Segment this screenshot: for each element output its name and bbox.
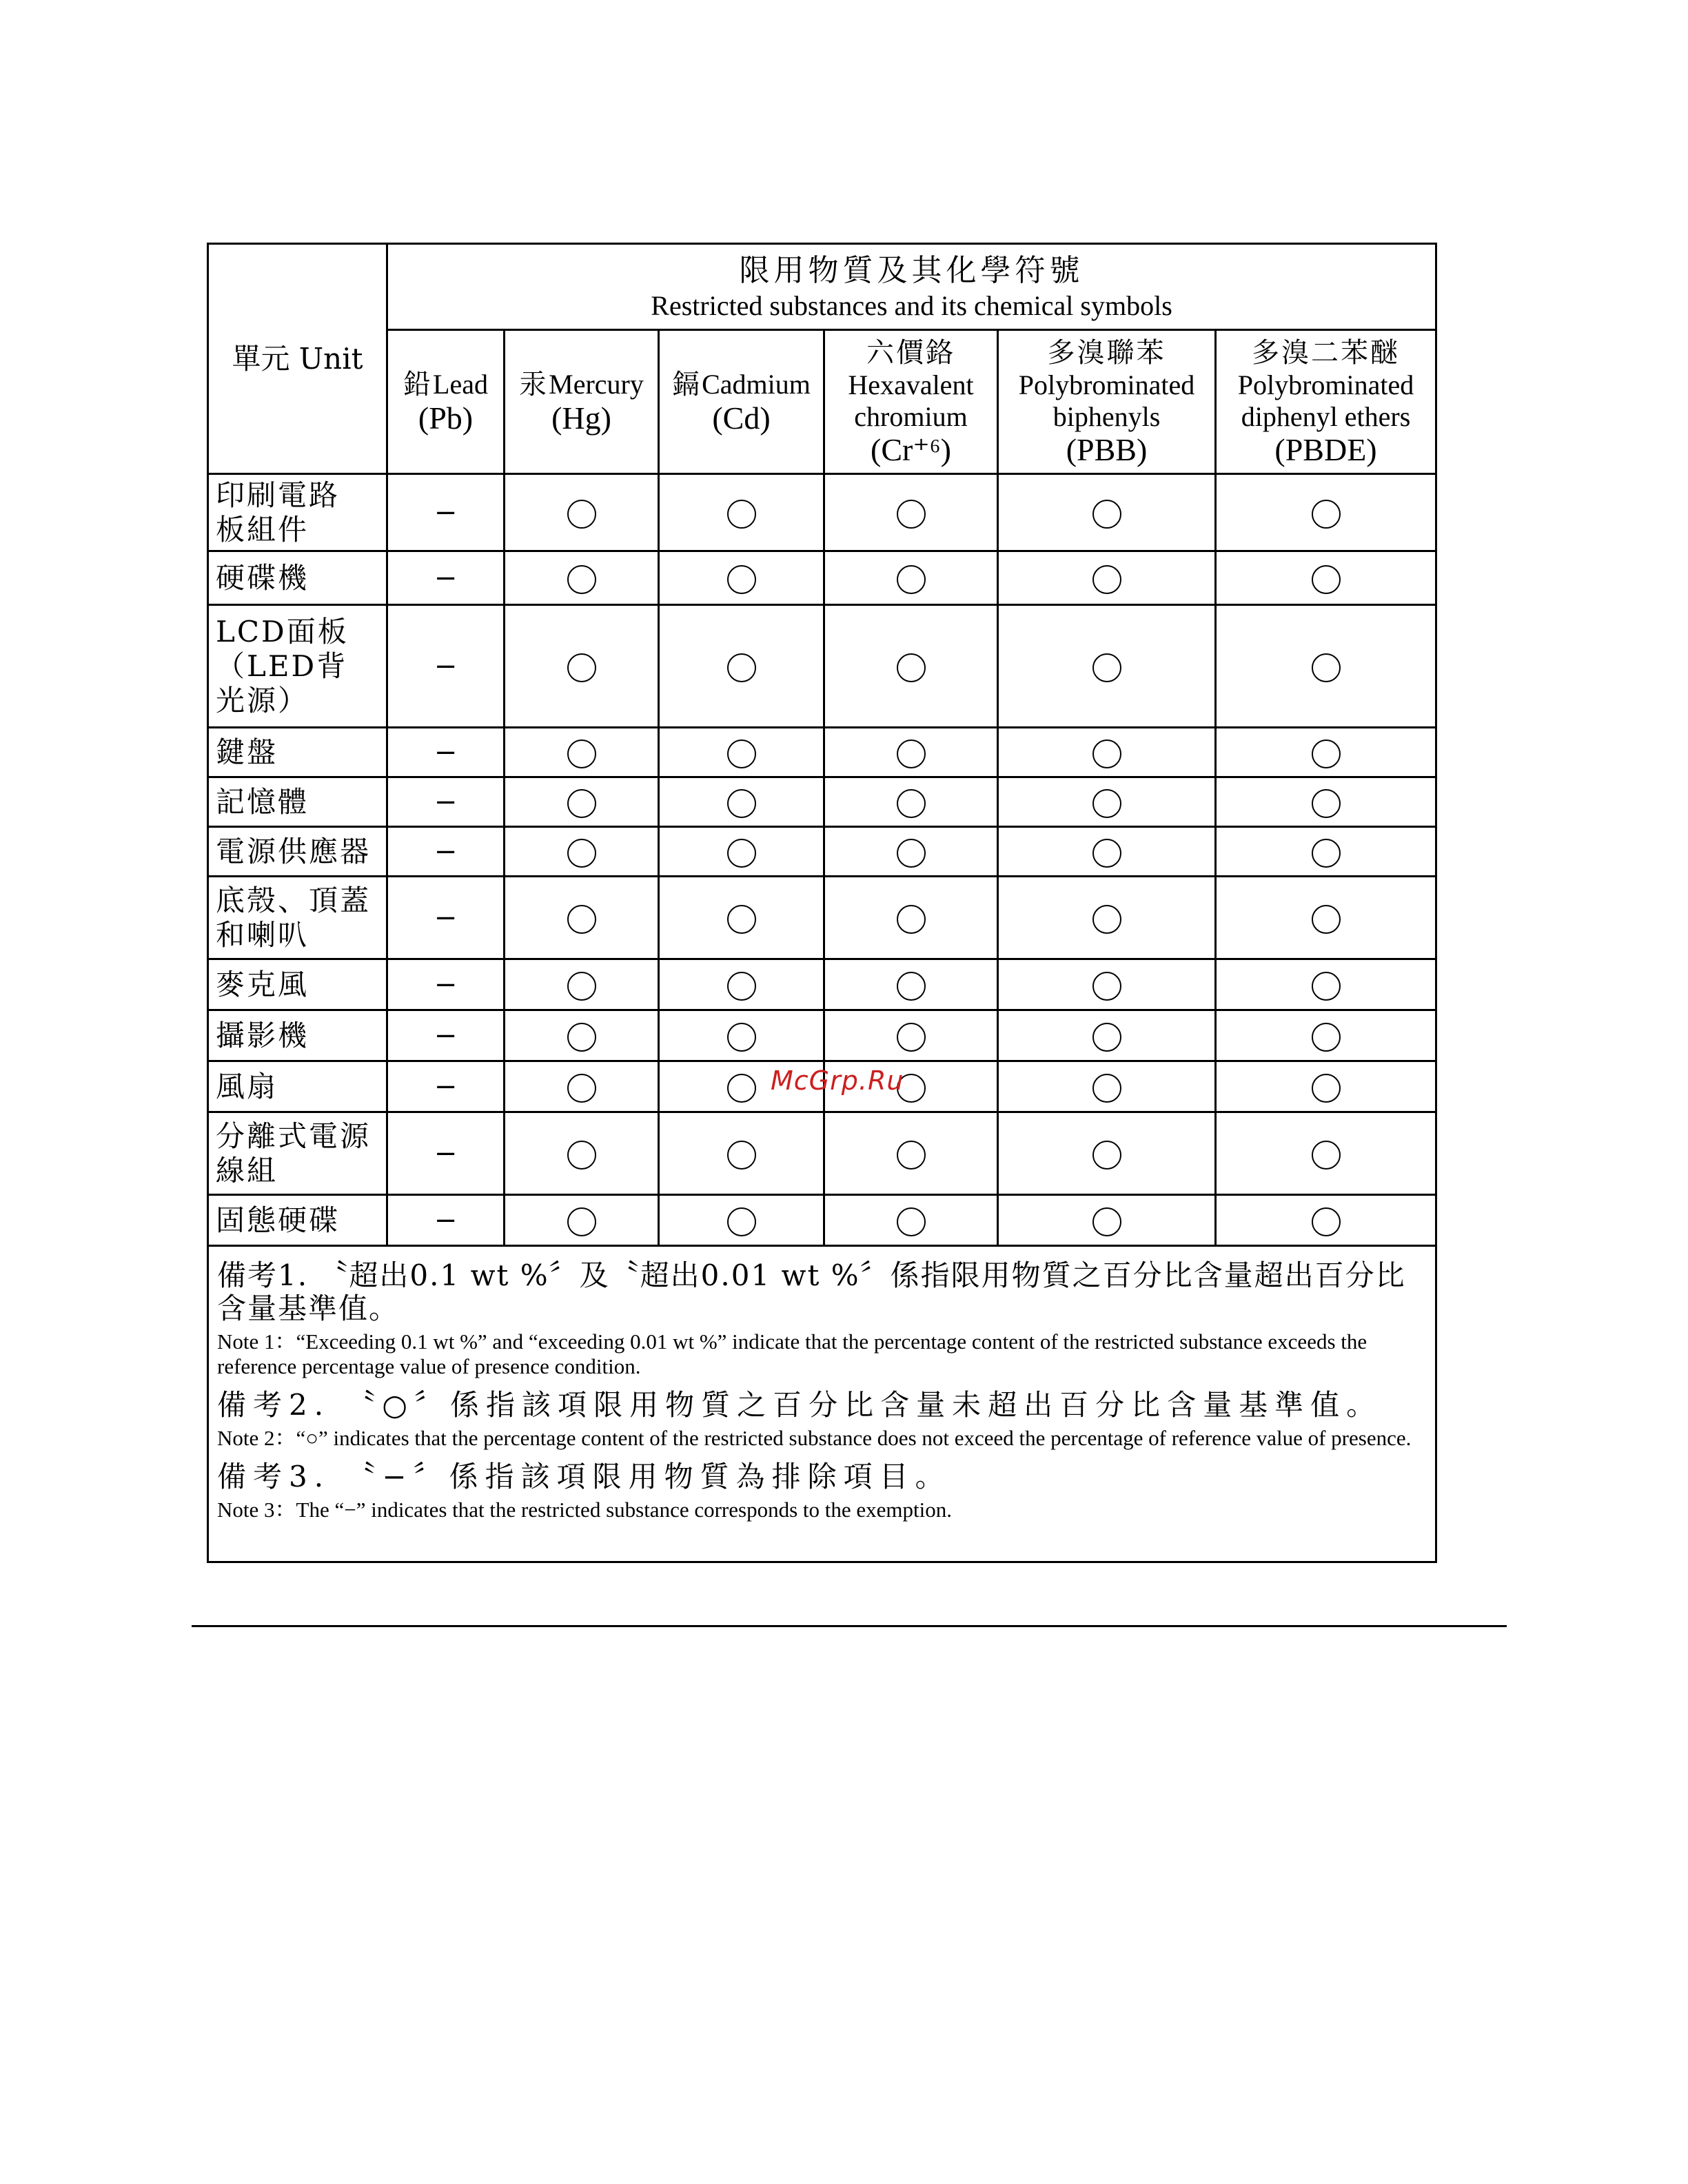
- row-unit-label: [208, 551, 387, 605]
- circle-mark-icon: [1092, 739, 1121, 768]
- substance-cell: [505, 777, 659, 827]
- circle-mark-icon: [1312, 1074, 1341, 1103]
- row-unit-label: [208, 1061, 387, 1112]
- substance-cell: [387, 728, 505, 777]
- row-unit-label: [208, 827, 387, 877]
- substance-cell: [998, 474, 1216, 551]
- substance-cell: [505, 1061, 659, 1112]
- dash-mark: −: [434, 835, 458, 868]
- substance-cell: [998, 827, 1216, 877]
- substance-header-lead: [387, 330, 505, 474]
- row-unit-label-line: （LED背: [216, 649, 348, 683]
- substance-cell: [387, 474, 505, 551]
- row-unit-label-line: 麥克風: [216, 967, 309, 1001]
- substance-cell: [505, 1112, 659, 1195]
- row-unit-label-line: 固態硬碟: [216, 1203, 340, 1237]
- row-unit-label-line: 風扇: [216, 1069, 278, 1103]
- cadmium-zh: 鎘: [672, 369, 702, 400]
- dash-mark: −: [434, 1204, 458, 1236]
- dash-mark: −: [434, 901, 458, 934]
- row-unit-label: [208, 1195, 387, 1246]
- table-row: [208, 605, 1436, 728]
- circle-mark-icon: [1312, 500, 1341, 529]
- dash-mark: −: [434, 1137, 458, 1170]
- substance-cell: [1216, 1195, 1436, 1246]
- circle-mark-icon: [727, 1023, 756, 1052]
- circle-mark-icon: [567, 653, 596, 682]
- dash-mark: −: [434, 968, 458, 1001]
- note-2-en: Note 2：“○” indicates that the percentage content of the restricted substance does not exceed the percentage of reference value of presence.: [217, 1426, 1412, 1450]
- row-unit-label-line: 光源）: [216, 683, 309, 717]
- substance-cell: [505, 728, 659, 777]
- circle-mark-icon: [1092, 1074, 1121, 1103]
- lead-zh: 鉛: [403, 369, 434, 400]
- row-unit-label-line: 攝影機: [216, 1018, 309, 1052]
- cadmium-en: Cadmium: [702, 369, 811, 400]
- substance-cell: [1216, 1010, 1436, 1061]
- substance-header-pbde: [1216, 330, 1436, 474]
- substance-cell: [659, 605, 824, 728]
- note-2-zh: 備考2. 〝○〞係指該項限用物質之百分比含量未超出百分比含量基準值。: [217, 1388, 1383, 1422]
- row-unit-label-line: 底殼、頂蓋: [216, 883, 372, 917]
- table-row: [208, 959, 1436, 1010]
- row-unit-label-line: 硬碟機: [216, 560, 309, 595]
- substance-cell: [824, 827, 998, 877]
- substance-header-cadmium: [659, 330, 824, 474]
- table-row: [208, 827, 1436, 877]
- substance-cell: [505, 959, 659, 1010]
- substance-cell: [659, 1010, 824, 1061]
- circle-mark-icon: [1092, 1023, 1121, 1052]
- pbde-en-1: Polybrominated: [1237, 369, 1414, 400]
- substance-cell: [1216, 728, 1436, 777]
- substance-cell: [824, 777, 998, 827]
- circle-mark-icon: [1092, 1141, 1121, 1170]
- circle-mark-icon: [727, 1141, 756, 1170]
- row-unit-label-line: 板組件: [216, 512, 309, 547]
- pbb-en-2: biphenyls: [1053, 401, 1161, 432]
- table-row: [208, 1010, 1436, 1061]
- circle-mark-icon: [1312, 739, 1341, 768]
- substance-cell: [998, 551, 1216, 605]
- table-row: [208, 474, 1436, 551]
- row-unit-label: [208, 1112, 387, 1195]
- substance-cell: [824, 1195, 998, 1246]
- circle-mark-icon: [897, 739, 926, 768]
- circle-mark-icon: [897, 1023, 926, 1052]
- circle-mark-icon: [1312, 972, 1341, 1001]
- circle-mark-icon: [727, 1207, 756, 1236]
- substance-cell: [824, 877, 998, 959]
- substance-cell: [387, 959, 505, 1010]
- table-row: [208, 877, 1436, 959]
- substance-cell: [659, 777, 824, 827]
- substance-cell: [505, 474, 659, 551]
- cadmium-symbol: (Cd): [712, 400, 771, 436]
- row-unit-label-line: 印刷電路: [216, 478, 340, 512]
- substance-cell: [387, 1195, 505, 1246]
- circle-mark-icon: [1092, 500, 1121, 529]
- row-unit-label: [208, 474, 387, 551]
- substance-cell: [387, 551, 505, 605]
- circle-mark-icon: [897, 1207, 926, 1236]
- circle-mark-icon: [727, 905, 756, 934]
- circle-mark-icon: [1312, 1023, 1341, 1052]
- circle-mark-icon: [1092, 905, 1121, 934]
- circle-mark-icon: [897, 905, 926, 934]
- chromium-en-2: chromium: [854, 401, 968, 432]
- row-unit-label-line: 記憶體: [216, 784, 309, 819]
- circle-mark-icon: [1312, 565, 1341, 594]
- restricted-header-zh: 限用物質及其化學符號: [739, 253, 1084, 288]
- substance-cell: [998, 1061, 1216, 1112]
- row-unit-label: [208, 777, 387, 827]
- circle-mark-icon: [727, 1074, 756, 1103]
- substance-cell: [387, 1112, 505, 1195]
- substance-cell: [505, 1195, 659, 1246]
- header-row-2: [208, 330, 1436, 474]
- row-unit-label: [208, 877, 387, 959]
- substance-cell: [998, 605, 1216, 728]
- substance-cell: [505, 605, 659, 728]
- pbb-zh: 多溴聯苯: [1047, 337, 1166, 369]
- dash-mark: −: [434, 496, 458, 529]
- substance-cell: [824, 605, 998, 728]
- substance-cell: [659, 1112, 824, 1195]
- substance-cell: [824, 959, 998, 1010]
- table-row: [208, 551, 1436, 605]
- restricted-header-en: Restricted substances and its chemical symbols: [651, 290, 1172, 321]
- dash-mark: −: [434, 562, 458, 594]
- substance-cell: [998, 1195, 1216, 1246]
- circle-mark-icon: [1092, 972, 1121, 1001]
- substance-cell: [659, 827, 824, 877]
- chromium-en-1: Hexavalent: [848, 369, 974, 400]
- substance-cell: [505, 827, 659, 877]
- restricted-substances-header: [387, 244, 1436, 330]
- substance-cell: [387, 777, 505, 827]
- substance-cell: [505, 1010, 659, 1061]
- circle-mark-icon: [567, 789, 596, 818]
- row-unit-label-line: 線組: [216, 1153, 278, 1187]
- table-row: [208, 1112, 1436, 1195]
- circle-mark-icon: [727, 972, 756, 1001]
- substance-cell: [1216, 777, 1436, 827]
- substance-cell: [659, 959, 824, 1010]
- pbde-zh: 多溴二苯醚: [1252, 337, 1401, 369]
- substance-cell: [824, 1010, 998, 1061]
- substance-cell: [998, 959, 1216, 1010]
- row-unit-label-line: 鍵盤: [216, 735, 278, 769]
- substance-cell: [1216, 474, 1436, 551]
- circle-mark-icon: [727, 739, 756, 768]
- circle-mark-icon: [727, 839, 756, 868]
- mercury-zh: 汞: [519, 369, 549, 400]
- note-1-zh: 備考1. 〝超出0.1 wt %〞及〝超出0.01 wt %〞係指限用物質之百分比含量超出百分比含量基準值。: [217, 1258, 1406, 1325]
- circle-mark-icon: [727, 500, 756, 529]
- row-unit-label: [208, 728, 387, 777]
- circle-mark-icon: [567, 1207, 596, 1236]
- note-3-zh: 備考3. 〝−〞係指該項限用物質為排除項目。: [217, 1460, 951, 1493]
- substance-cell: [387, 827, 505, 877]
- circle-mark-icon: [897, 1141, 926, 1170]
- substance-cell: [505, 877, 659, 959]
- substance-cell: [998, 728, 1216, 777]
- circle-mark-icon: [567, 565, 596, 594]
- circle-mark-icon: [897, 565, 926, 594]
- dash-mark: −: [434, 736, 458, 768]
- row-unit-label: [208, 959, 387, 1010]
- table-row: [208, 728, 1436, 777]
- circle-mark-icon: [1312, 1141, 1341, 1170]
- circle-mark-icon: [1092, 653, 1121, 682]
- lead-en: Lead: [433, 369, 488, 400]
- substance-cell: [1216, 827, 1436, 877]
- circle-mark-icon: [567, 839, 596, 868]
- substance-cell: [659, 551, 824, 605]
- substance-cell: [387, 1061, 505, 1112]
- restricted-substances-table: [207, 243, 1437, 1563]
- substance-cell: [659, 474, 824, 551]
- substance-cell: [505, 551, 659, 605]
- circle-mark-icon: [897, 500, 926, 529]
- chromium-symbol: (Cr⁺⁶): [871, 432, 951, 467]
- dash-mark: −: [434, 1070, 458, 1103]
- substance-header-pbb: [998, 330, 1216, 474]
- row-unit-label-line: 和喇叭: [216, 917, 309, 952]
- pbb-en-1: Polybrominated: [1018, 369, 1195, 400]
- circle-mark-icon: [567, 1141, 596, 1170]
- row-unit-label-line: 電源供應器: [216, 834, 372, 868]
- substance-cell: [998, 1010, 1216, 1061]
- pbde-symbol: (PBDE): [1274, 432, 1377, 467]
- header-row-1: [208, 244, 1436, 330]
- substance-cell: [659, 877, 824, 959]
- unit-header: 單元 Unit: [208, 244, 387, 474]
- circle-mark-icon: [567, 500, 596, 529]
- substance-cell: [1216, 1112, 1436, 1195]
- substance-header-mercury: [505, 330, 659, 474]
- row-unit-label: [208, 605, 387, 728]
- circle-mark-icon: [1312, 1207, 1341, 1236]
- circle-mark-icon: [1312, 839, 1341, 868]
- pbde-en-2: diphenyl ethers: [1241, 401, 1411, 432]
- substance-cell: [998, 877, 1216, 959]
- row-unit-label-line: LCD面板: [216, 614, 349, 649]
- circle-mark-icon: [897, 653, 926, 682]
- substance-cell: [1216, 959, 1436, 1010]
- circle-mark-icon: [1312, 653, 1341, 682]
- substance-cell: [824, 474, 998, 551]
- note-3-en: Note 3：The “−” indicates that the restricted substance corresponds to the exemption.: [217, 1498, 952, 1522]
- chromium-zh: 六價鉻: [866, 337, 955, 369]
- substance-cell: [387, 1010, 505, 1061]
- circle-mark-icon: [897, 789, 926, 818]
- circle-mark-icon: [567, 1074, 596, 1103]
- row-unit-label-line: 分離式電源: [216, 1119, 372, 1153]
- dash-mark: −: [434, 650, 458, 682]
- substance-cell: [387, 877, 505, 959]
- circle-mark-icon: [567, 905, 596, 934]
- substance-cell: [1216, 1061, 1436, 1112]
- substance-header-hexavalent-chromium: [824, 330, 998, 474]
- circle-mark-icon: [567, 1023, 596, 1052]
- circle-mark-icon: [727, 653, 756, 682]
- pbb-symbol: (PBB): [1066, 432, 1148, 467]
- table-body: [208, 474, 1436, 1246]
- substance-cell: [659, 1195, 824, 1246]
- circle-mark-icon: [897, 839, 926, 868]
- substance-cell: [824, 728, 998, 777]
- watermark: McGrp.Ru: [771, 1065, 904, 1096]
- substance-cell: [824, 1112, 998, 1195]
- substance-cell: [1216, 605, 1436, 728]
- lead-symbol: (Pb): [418, 400, 474, 436]
- substance-cell: [1216, 551, 1436, 605]
- dash-mark: −: [434, 786, 458, 818]
- table-row: [208, 777, 1436, 827]
- mercury-symbol: (Hg): [551, 400, 611, 436]
- circle-mark-icon: [897, 972, 926, 1001]
- notes-row: [208, 1246, 1436, 1562]
- note-1-en: Note 1：“Exceeding 0.1 wt %” and “exceeding 0.01 wt %” indicate that the percentage content of the restricted substance exceeds the reference percentage value of presence condition.: [217, 1329, 1367, 1378]
- bottom-divider: [192, 1625, 1507, 1627]
- circle-mark-icon: [1092, 839, 1121, 868]
- circle-mark-icon: [727, 789, 756, 818]
- table-row: [208, 1195, 1436, 1246]
- substance-cell: [824, 551, 998, 605]
- substance-cell: [998, 1112, 1216, 1195]
- substance-cell: [387, 605, 505, 728]
- substance-cell: [1216, 877, 1436, 959]
- substance-cell: [998, 777, 1216, 827]
- circle-mark-icon: [567, 972, 596, 1001]
- circle-mark-icon: [1312, 905, 1341, 934]
- mercury-en: Mercury: [549, 369, 644, 400]
- row-unit-label: [208, 1010, 387, 1061]
- circle-mark-icon: [1092, 1207, 1121, 1236]
- circle-mark-icon: [1092, 789, 1121, 818]
- substance-cell: [659, 728, 824, 777]
- circle-mark-icon: [727, 565, 756, 594]
- circle-mark-icon: [1312, 789, 1341, 818]
- circle-mark-icon: [1092, 565, 1121, 594]
- dash-mark: −: [434, 1019, 458, 1052]
- notes-cell: [208, 1246, 1436, 1562]
- circle-mark-icon: [567, 739, 596, 768]
